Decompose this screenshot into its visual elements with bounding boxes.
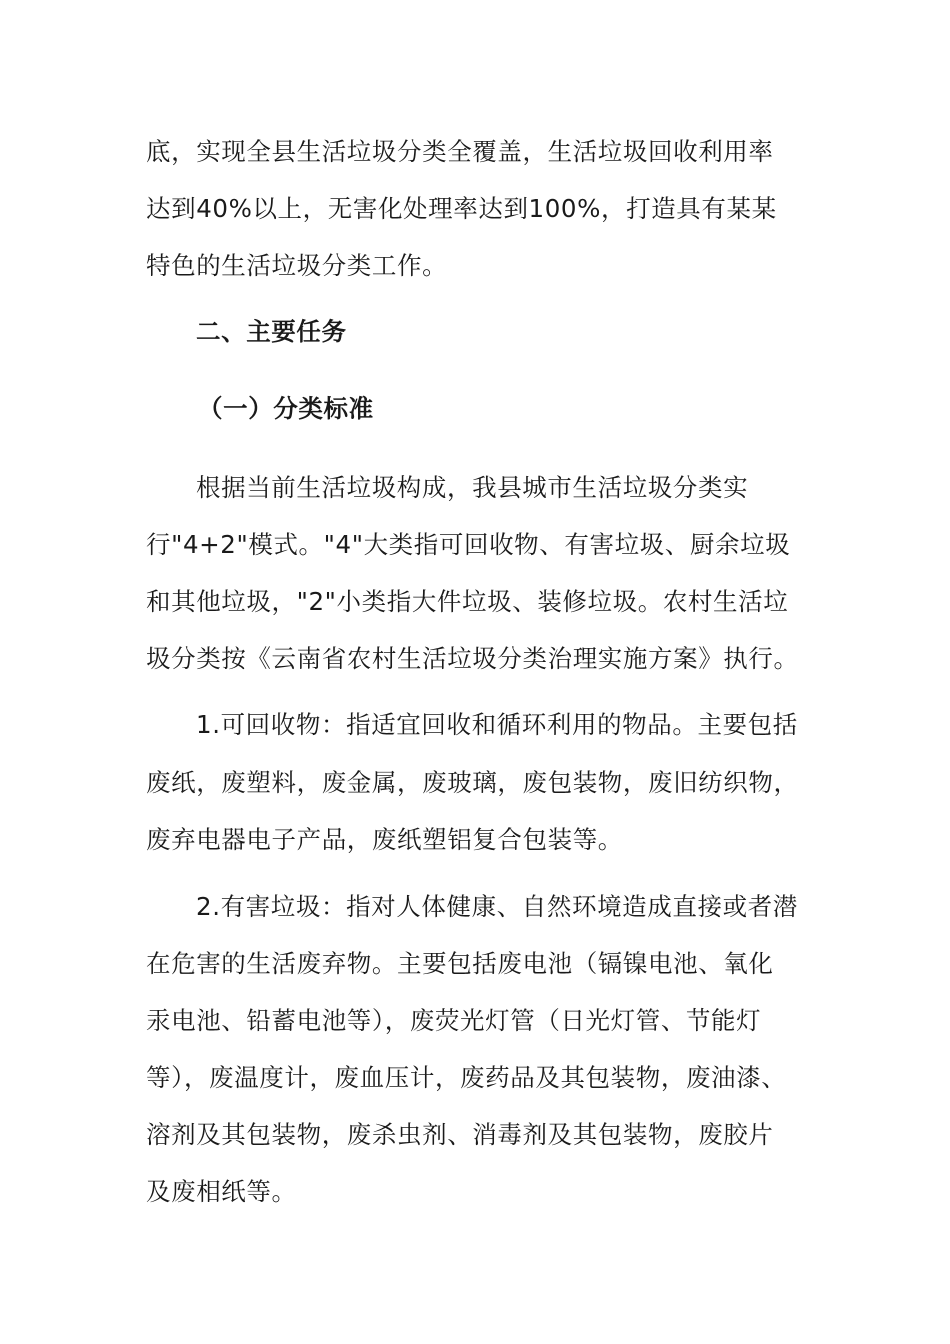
paragraph-line: 行"4+2"模式。"4"大类指可回收物、有害垃圾、厨余垃圾 bbox=[146, 530, 791, 559]
list-item-line: 等），废温度计，废血压计，废药品及其包装物，废油漆、 bbox=[146, 1063, 787, 1092]
paragraph-line: 底，实现全县生活垃圾分类全覆盖，生活垃圾回收利用率 bbox=[146, 137, 774, 166]
list-item-line: 溶剂及其包装物，废杀虫剂、消毒剂及其包装物，废胶片 bbox=[146, 1120, 774, 1149]
section-heading: 二、主要任务 bbox=[196, 317, 347, 346]
paragraph-line: 达到40%以上，无害化处理率达到100%，打造具有某某 bbox=[146, 194, 777, 223]
list-item-line: 废纸，废塑料，废金属，废玻璃，废包装物，废旧纺织物， bbox=[146, 768, 799, 797]
paragraph-line: 和其他垃圾，"2"小类指大件垃圾、装修垃圾。农村生活垃 bbox=[146, 587, 789, 616]
list-item-line: 在危害的生活废弃物。主要包括废电池（镉镍电池、氧化 bbox=[146, 949, 774, 978]
paragraph-line: 圾分类按《云南省农村生活垃圾分类治理实施方案》执行。 bbox=[146, 644, 799, 673]
list-item-line: 1.可回收物：指适宜回收和循环利用的物品。主要包括 bbox=[196, 710, 798, 739]
list-item-line: 汞电池、铅蓄电池等），废荧光灯管（日光灯管、节能灯 bbox=[146, 1006, 762, 1035]
list-item-line: 及废相纸等。 bbox=[146, 1177, 297, 1206]
list-item-line: 2.有害垃圾：指对人体健康、自然环境造成直接或者潜 bbox=[196, 892, 798, 921]
paragraph-line: 根据当前生活垃圾构成，我县城市生活垃圾分类实 bbox=[196, 473, 749, 502]
list-item-line: 废弃电器电子产品，废纸塑铝复合包装等。 bbox=[146, 825, 623, 854]
subsection-heading: （一）分类标准 bbox=[198, 394, 374, 423]
paragraph-line: 特色的生活垃圾分类工作。 bbox=[146, 251, 448, 280]
